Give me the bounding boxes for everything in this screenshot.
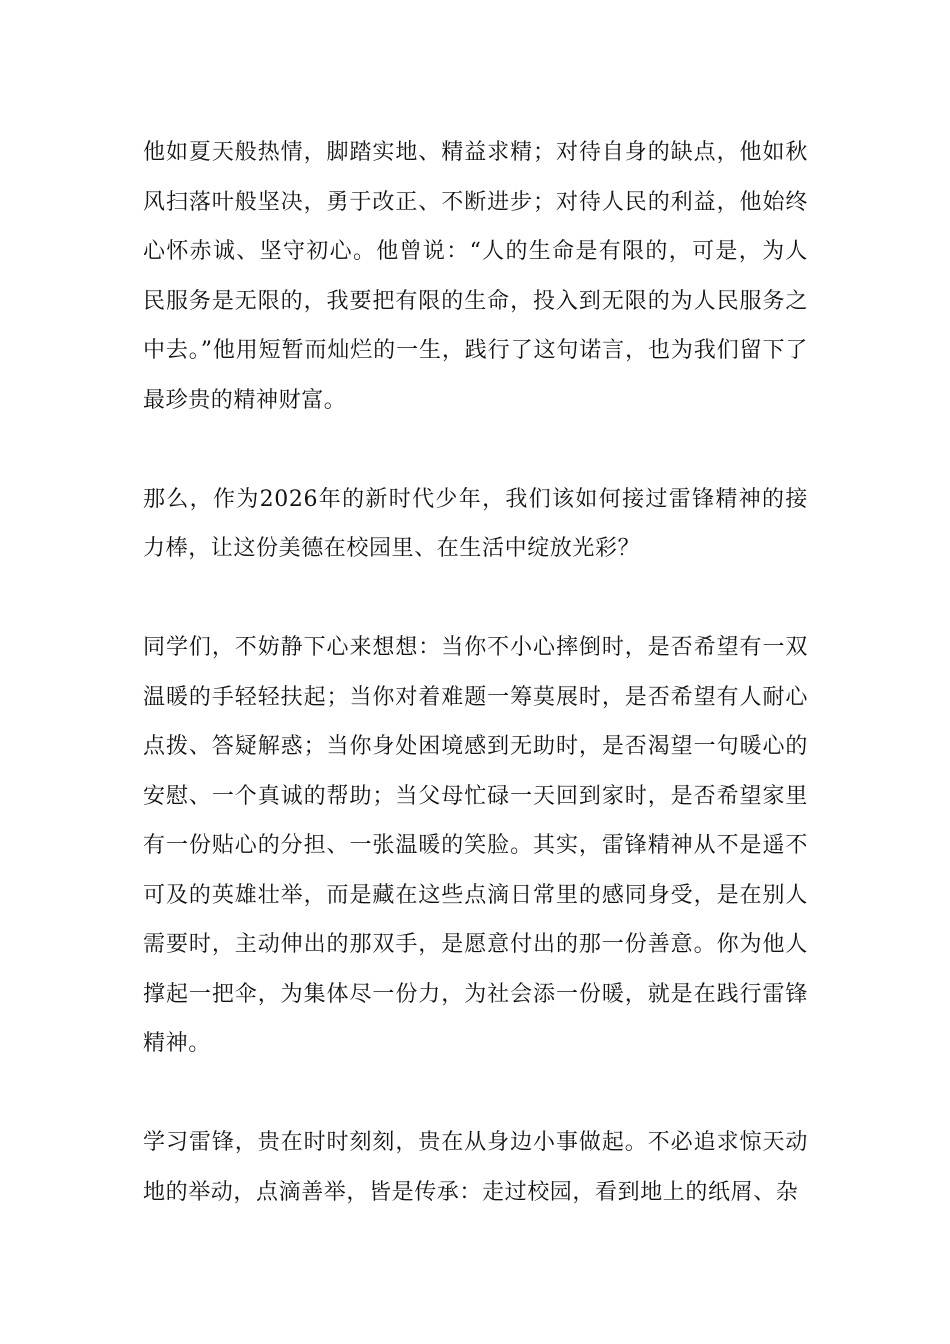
paragraph-reflection: 同学们，不妨静下心来想想：当你不小心摔倒时，是否希望有一双温暖的手轻轻扶起；当你对着难题一筹莫展时，是否希望有人耐心点拨、答疑解惑；当你身处困境感到无助时，是否渴望一句暖心的安慰、一个真诚的帮助；当父母忙碌一天回到家时，是否希望家里有一份贴心的分担、一张温暖的笑脸。其实，雷锋精神从不是遥不可及的英雄壮举，而是藏在这些点滴日常里的感同身受，是在别人需要时，主动伸出的那双手，是愿意付出的那一份善意。你为他人撑起一把伞，为集体尽一份力，为社会添一份暖，就是在践行雷锋精神。 bbox=[143, 635, 808, 1056]
paragraph-gap bbox=[143, 1069, 808, 1119]
paragraph-new-era-question: 那么，作为2026年的新时代少年，我们该如何接过雷锋精神的接力棒，让这份美德在校园里、在生活中绽放光彩？ bbox=[143, 486, 808, 561]
paragraph-small-deeds: 学习雷锋，贵在时时刻刻，贵在从身边小事做起。不必追求惊天动地的举动，点滴善举，皆是传承：走过校园，看到地上的纸屑、杂 bbox=[143, 1130, 808, 1205]
paragraph-lei-feng-qualities: 他如夏天般热情，脚踏实地、精益求精；对待自身的缺点，他如秋风扫落叶般坚决，勇于改正、不断进步；对待人民的利益，他始终心怀赤诚、坚守初心。他曾说：“人的生命是有限的，可是，为人民服务是无限的，我要把有限的生命，投入到无限的为人民服务之中去。”他用短暂而灿烂的一生，践行了这句诺言，也为我们留下了最珍贵的精神财富。 bbox=[143, 140, 808, 413]
paragraph-gap bbox=[143, 574, 808, 624]
document-body bbox=[143, 128, 808, 1217]
paragraph-gap bbox=[143, 425, 808, 475]
